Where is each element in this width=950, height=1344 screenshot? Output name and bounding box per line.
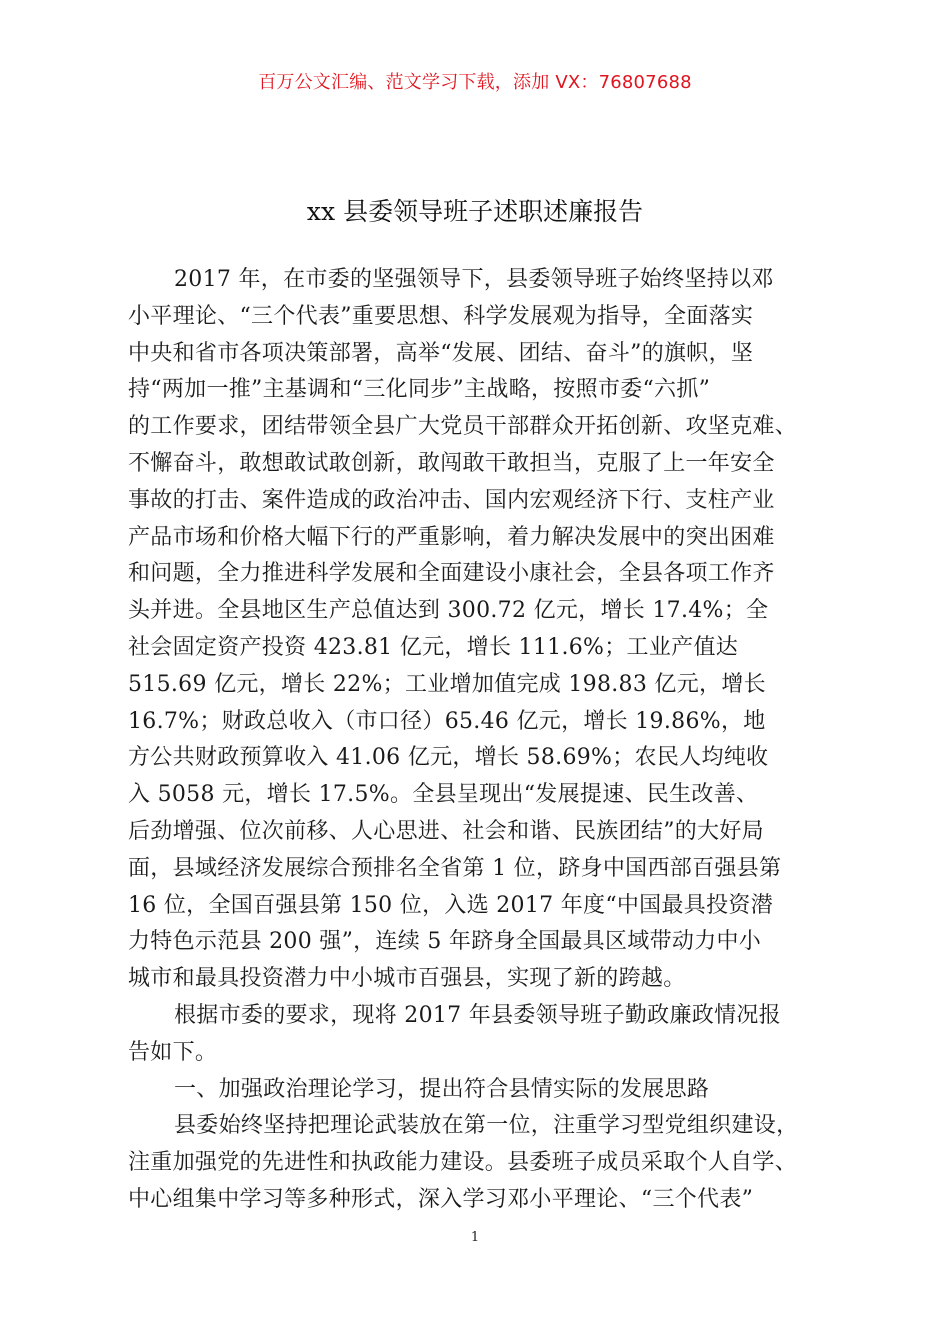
text-line: 515.69 亿元，增长 22%；工业增加值完成 198.83 亿元，增长 xyxy=(128,671,766,697)
watermark-header: 百万公文汇编、范文学习下载，添加 VX：76807688 xyxy=(258,72,692,93)
text-line: 县委始终坚持把理论武装放在第一位，注重学习型党组织建设， xyxy=(174,1113,799,1139)
text-line: 产品市场和价格大幅下行的严重影响，着力解决发展中的突出困难 xyxy=(128,524,775,550)
text-line: 中央和省市各项决策部署，高举“发展、团结、奋斗”的旗帜，坚 xyxy=(128,340,754,366)
page-number: 1 xyxy=(470,1230,480,1245)
text-line: 社会固定资产投资 423.81 亿元，增长 111.6%；工业产值达 xyxy=(128,634,739,660)
text-line: 小平理论、“三个代表”重要思想、科学发展观为指导，全面落实 xyxy=(128,303,754,329)
text-line: 16 位，全国百强县第 150 位，入选 2017 年度“中国最具投资潜 xyxy=(128,892,773,918)
text-line: 入 5058 元，增长 17.5%。全县呈现出“发展提速、民生改善、 xyxy=(128,782,759,808)
text-line: 根据市委的要求，现将 2017 年县委领导班子勤政廉政情况报 xyxy=(174,1002,781,1028)
text-line: 2017 年，在市委的坚强领导下，县委领导班子始终坚持以邓 xyxy=(174,267,774,292)
text-line: 头并进。全县地区生产总值达到 300.72 亿元，增长 17.4%；全 xyxy=(128,598,769,624)
text-line: 和问题，全力推进科学发展和全面建设小康社会，全县各项工作齐 xyxy=(128,561,775,587)
text-line: 不懈奋斗，敢想敢试敢创新，敢闯敢干敢担当，克服了上一年安全 xyxy=(128,450,775,476)
text-line: 后劲增强、位次前移、人心思进、社会和谐、民族团结”的大好局 xyxy=(128,818,764,844)
text-line: 的工作要求，团结带领全县广大党员干部群众开拓创新、攻坚克难、 xyxy=(128,414,798,440)
document-title: xx 县委领导班子述职述廉报告 xyxy=(306,197,644,226)
text-line: 一、加强政治理论学习，提出符合县情实际的发展思路 xyxy=(174,1076,710,1102)
document-body xyxy=(128,262,838,1219)
text-line: 方公共财政预算收入 41.06 亿元，增长 58.69%；农民人均纯收 xyxy=(128,745,769,771)
text-line: 事故的打击、案件造成的政治冲击、国内宏观经济下行、支柱产业 xyxy=(128,487,775,513)
text-line: 中心组集中学习等多种形式，深入学习邓小平理论、“三个代表” xyxy=(128,1186,754,1212)
text-line: 告如下。 xyxy=(128,1039,218,1065)
text-line: 力特色示范县 200 强”，连续 5 年跻身全国最具区域带动力中小 xyxy=(128,929,762,955)
text-line: 16.7%；财政总收入（市口径）65.46 亿元，增长 19.86%，地 xyxy=(128,708,766,734)
text-line: 持“两加一推”主基调和“三化同步”主战略，按照市委“六抓” xyxy=(128,377,711,403)
text-line: 注重加强党的先进性和执政能力建设。县委班子成员采取个人自学、 xyxy=(128,1150,798,1176)
text-line: 面，县域经济发展综合预排名全省第 1 位，跻身中国西部百强县第 xyxy=(128,855,782,881)
text-line: 城市和最具投资潜力中小城市百强县，实现了新的跨越。 xyxy=(128,966,686,992)
